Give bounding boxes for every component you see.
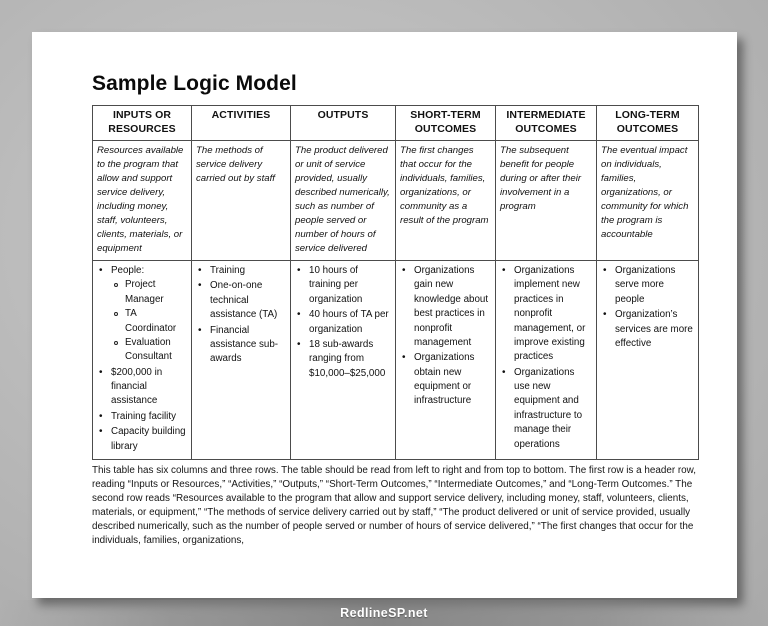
description-long-term: The eventual impact on individuals, families, organizations, or community for which the program is accountable [597,140,699,260]
list-item-label: Organizations implement new practices in nonprofit management, or improve existing practices [514,264,586,363]
list-item-label: $200,000 in financial assistance [111,366,163,407]
table-caption: This table has six columns and three rows. The table should be read from left to right and from top to bottom. The first row is a header row, reading “Inputs or Resources,” “Activities,” “Outputs,” “Short-Term Outcomes,” “Intermediate Outcomes,” and “Long-Term Outcomes.” The second row reads “Resources available to the program that allow and support service delivery, including money, staff, volunteers, clients, materials, or equipment,” “The methods of service delivery carried out by staff,” “The product delivered or unit of service provided, usually described numerically, such as the number of people served or number of hours of service delivered,” “The first changes that occur for the individuals, families, organizations, [92,465,696,547]
examples-inputs [93,260,192,459]
bullet-list [500,264,592,452]
column-header-inputs: INPUTS OR RESOURCES [93,106,192,141]
list-item-label: Organizations use new equipment and infrastructure to manage their operations [514,366,583,450]
bullet-list [601,264,694,351]
list-item-label: One-on-one technical assistance (TA) [210,280,278,321]
list-item-label: Training [210,264,246,276]
examples-short-term [396,260,496,459]
sub-list-item: TA Coordinator [125,307,187,336]
list-item [110,366,187,409]
column-header-outputs: OUTPUTS [291,106,396,141]
description-inputs: Resources available to the program that allow and support service delivery, including money, staff, volunteers, clients, materials, or equipment [93,140,192,260]
list-item [413,351,491,409]
sub-list-item: Evaluation Consultant [125,336,187,365]
examples-long-term [597,260,699,459]
column-header-short-term: SHORT-TERM OUTCOMES [396,106,496,141]
list-item-label: Capacity building library [111,426,186,452]
list-item-label: 18 sub-awards ranging from $10,000–$25,000 [309,338,386,379]
column-header-long-term: LONG-TERM OUTCOMES [597,106,699,141]
list-item-label: People: [111,264,145,276]
watermark-text: RedlineSP.net [340,606,428,620]
list-item [614,264,694,307]
list-item [110,425,187,454]
bullet-list [295,264,391,381]
list-item [513,366,592,452]
list-item-label: Organizations obtain new equipment or infrastructure [414,352,475,407]
column-header-activities: ACTIVITIES [192,106,291,141]
table-description-row [93,140,699,260]
table-examples-row [93,260,699,459]
description-intermediate: The subsequent benefit for people during or after their involvement in a program [496,140,597,260]
list-item [110,410,187,424]
document-page [32,32,737,598]
sub-bullet-list [111,278,187,364]
sub-list-item: Project Manager [125,278,187,307]
list-item-label: Financial assistance sub-awards [210,324,279,365]
page-content [92,72,698,548]
list-item [209,264,286,278]
column-header-intermediate: INTERMEDIATE OUTCOMES [496,106,597,141]
description-activities: The methods of service delivery carried out by staff [192,140,291,260]
list-item-label: Organizations gain new knowledge about best practices in nonprofit management [414,264,489,348]
examples-activities [192,260,291,459]
page-title: Sample Logic Model [92,72,297,95]
list-item [110,264,187,365]
description-short-term: The first changes that occur for the individuals, families, organizations, or community as a result of the program [396,140,496,260]
list-item-label: Organization’s services are more effective [615,309,693,349]
examples-intermediate [496,260,597,459]
list-item [308,264,391,307]
bullet-list [97,264,187,454]
list-item [209,324,286,367]
table-header-row [93,106,699,141]
list-item-label: 40 hours of TA per organization [309,309,389,335]
examples-outputs [291,260,396,459]
list-item-label: Organizations serve more people [615,264,676,305]
list-item [209,279,286,322]
list-item-label: Training facility [111,410,176,422]
bullet-list [400,264,491,409]
logic-model-table [92,105,699,460]
list-item-label: 10 hours of training per organization [309,264,363,305]
list-item [308,338,391,381]
list-item [413,264,491,350]
list-item [513,264,592,365]
list-item [308,308,391,337]
list-item [614,308,694,351]
description-outputs: The product delivered or unit of service provided, usually described numerically, such as number of people served or number of hours of service delivered [291,140,396,260]
bullet-list [196,264,286,367]
watermark-banner [0,600,768,626]
